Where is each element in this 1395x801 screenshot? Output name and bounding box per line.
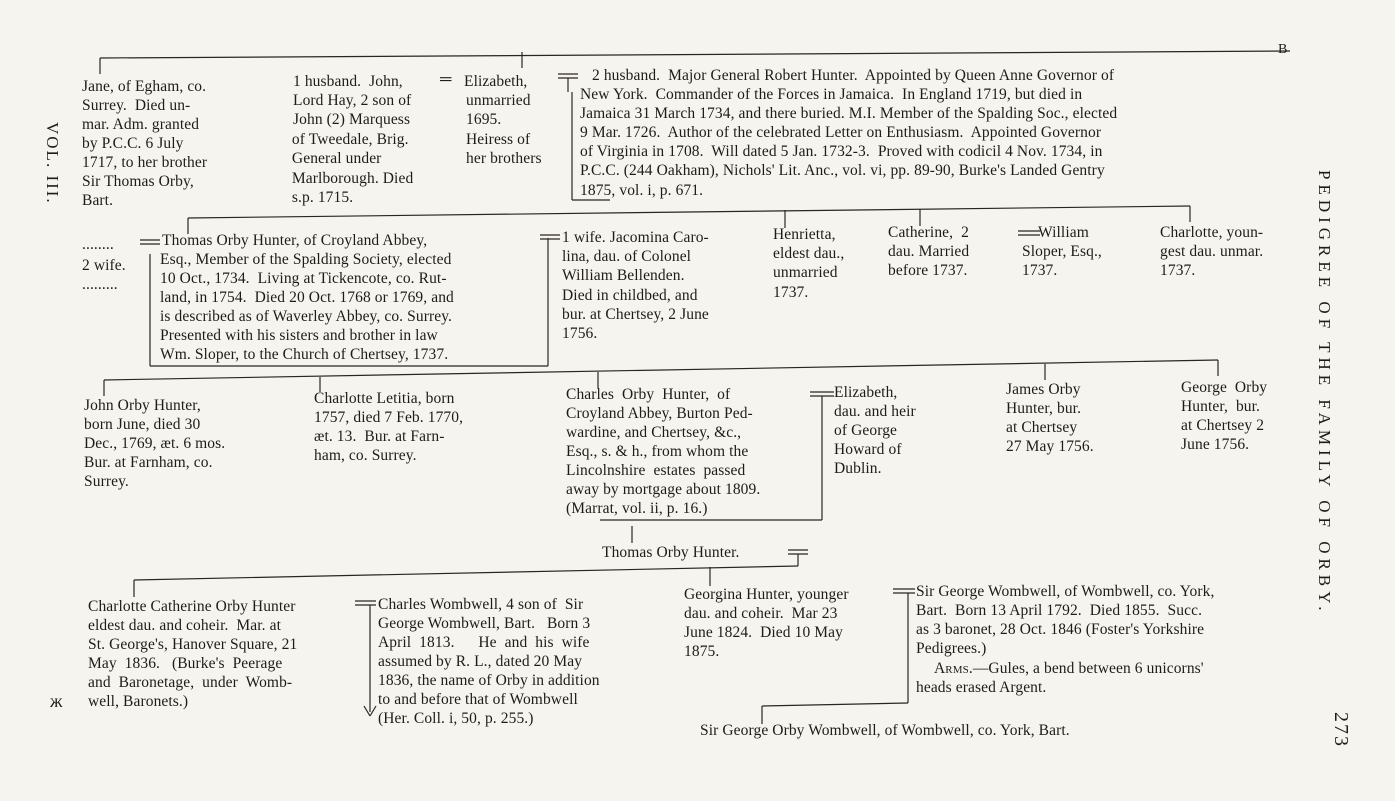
arms-line: Arms.—Gules, a bend between 6 unicorns'	[934, 660, 1204, 677]
marriage-sign: ═	[440, 71, 452, 88]
pedigree-page: VOL. III. PEDIGREE OF THE FAMILY OF ORBY. 273 ж B Jane, of Egham, co. Surrey. Died un- mar. Adm. granted by P.C.C. 6 July 1717, to her brother Sir Thomas Orby, Bart. 1 husband. John, Lord Hay, 2 son of John (2) Marquess of Tweedale, Brig. General under Marlborough. Died s.p. 1715. ═ Elizabeth, unmarried 1695. Heiress of her brothers 2 husband. Major General Robert Hunter. Appointed by Queen Anne Governor of New York. Commander of the Forces in Jamaica. In England 1719, but died in Jamaica 31 March 1734, and there buried. M.I. Member of the Spalding Soc., elected 9 Mar. 1726. Author of the celebrated Letter on Enthusiasm. Appointed Governor of Virginia in 1708. Will dated 5 Jan. 1732-3. Proved with codicil 4 Nov. 1734, in P.C.C. (244 Oakham), Nichols' Lit. Anc., vol. vi, pp. 89-90, Burke's Landed Gentry 1875, vol. i, p. 671. ........ 2 wife. ......... Thomas Orby Hunter, of Croyland Abbey, Esq., Member of the Spalding Society, elected 10 Oct., 1734. Living at Tickencote, co. Rut- land, in 1754. Died 20 Oct. 1768 or 1769, and is described as of Waverley Abbey, co. Surrey. Presented with his sisters and brother in law Wm. Sloper, to the Church of Chertsey, 1737. 1 wife. Jacomina Caro- lina, dau. of Colonel William Bellenden. Died in childbed, and bur. at Chertsey, 2 June 1756. Henrietta, eldest dau., unmarried 1737. Catherine, 2 dau. Married before 1737. William Sloper, Esq., 1737. Charlotte, youn- gest dau. unmar. 1737. John Orby Hunter, born June, died 30 Dec., 1769, æt. 6 mos. Bur. at Farnham, co. Surrey. Charlotte Letitia, born 1757, died 7 Feb. 1770, æt. 13. Bur. at Farn- ham, co. Surrey. Charles Orby Hunter, of Croyland Abbey, Burton Ped- wardine, and Chertsey, &c., Esq., s. & h., from whom the Lincolnshire estates passed away by mortgage about 1809. (Marrat, vol. ii, p. 16.) Elizabeth, dau. and heir of George Howard of Dublin. James Orby Hunter, bur. at Chertsey 27 May 1756. George Orby Hunter, bur. at Chertsey 2 June 1756. Thomas Orby Hunter. Charlotte Catherine Orby Hunter eldest dau. and coheir. Mar. at St. George's, Hanover Square, 21 May 1836. (Burke's Peerage and Baronetage, under Womb- well, Baronets.) Charles Wombwell, 4 son of Sir George Wombwell, Bart. Born 3 April 1813. He and his wife assumed by R. L., dated 20 May 1836, the name of Orby in addition to and before that of Wombwell (Her. Coll. i, 50, p. 255.) Georgina Hunter, younger dau. and coheir. Mar 23 June 1824. Died 10 May 1875. Sir George Wombwell, of Wombwell, co. York, Bart. Born 13 April 1792. Died 1855. Succ. as 3 baronet, 28 Oct. 1846 (Foster's Yorkshire Pedigrees.) Arms.—Gules, a bend between 6 unicorns' heads erased Argent. Sir George Orby Wombwell, of Wombwell, co. York, Bart.	[0, 0, 1395, 801]
volume-label: VOL. III.	[43, 122, 62, 205]
printer-mark: ж	[50, 691, 63, 711]
sir-george-orby-wombwell-entry: Sir George Orby Wombwell, of Wombwell, co. York, Bart.	[700, 722, 1070, 739]
page-number: 273	[1330, 712, 1352, 748]
corner-letter: B	[1278, 42, 1288, 57]
pedigree-title: PEDIGREE OF THE FAMILY OF ORBY.	[1315, 170, 1334, 616]
thomas-orby-hunter-entry: Thomas Orby Hunter.	[602, 544, 740, 561]
